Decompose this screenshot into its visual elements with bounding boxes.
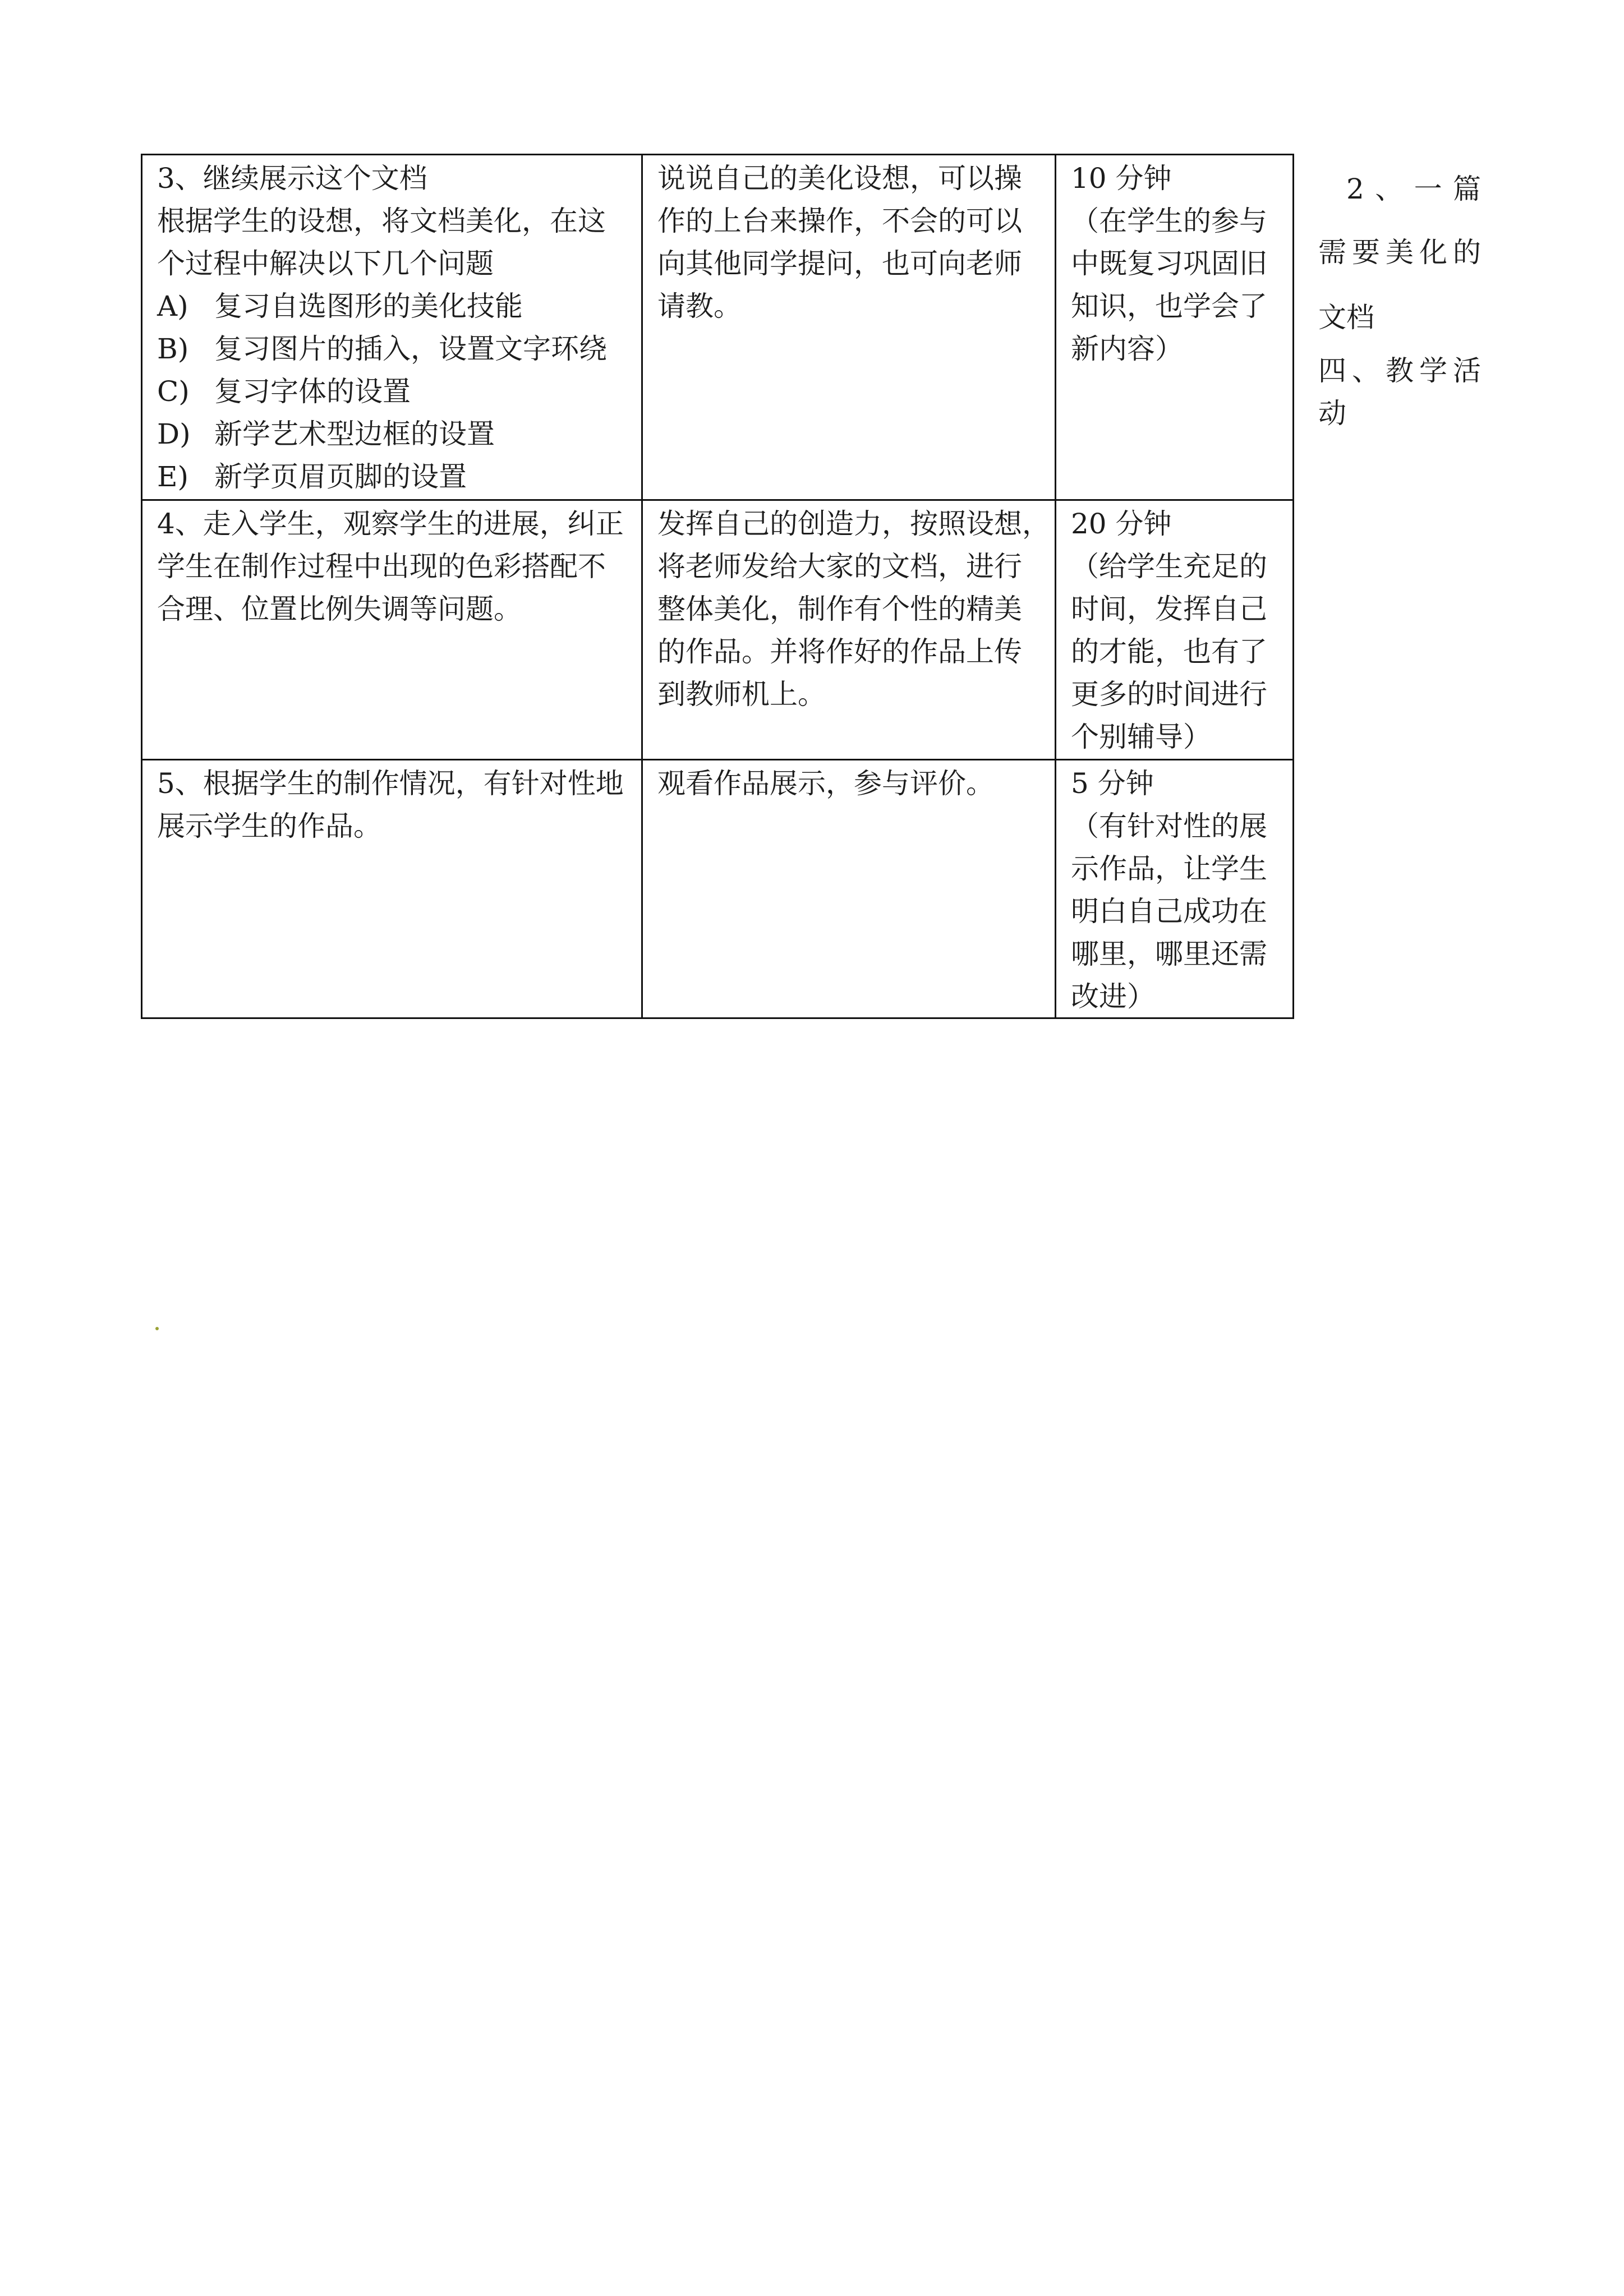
- table-cell-row3-col3: [1056, 760, 1294, 1019]
- cell-line: 的才能，也有了: [1071, 635, 1267, 668]
- list-item-label: B): [157, 333, 189, 365]
- list-item-text: 复习图片的插入，设置文字环绕: [214, 333, 607, 365]
- cell-line: （给学生充足的: [1071, 550, 1267, 583]
- cell-line: 20 分钟: [1071, 508, 1172, 540]
- side-text-line: 文档: [1318, 301, 1374, 334]
- cell-line: 中既复习巩固旧: [1071, 247, 1267, 280]
- side-text-line: 2、一篇: [1346, 173, 1481, 205]
- cell-line: 学生在制作过程中出现的色彩搭配不: [157, 550, 606, 583]
- cell-line: 3、继续展示这个文档: [157, 162, 427, 195]
- cell-line: 知识，也学会了: [1071, 290, 1267, 322]
- cell-line: 示作品，让学生: [1071, 852, 1267, 885]
- cell-line: 5、根据学生的制作情况，有针对性地: [157, 767, 624, 800]
- cell-line: 根据学生的设想，将文档美化，在这: [157, 205, 606, 237]
- cell-line: 合理、位置比例失调等问题。: [157, 593, 522, 625]
- list-item: [157, 370, 639, 413]
- cell-line: 明白自己成功在: [1071, 895, 1267, 928]
- list-item: [157, 285, 639, 328]
- cell-line: 到教师机上。: [657, 678, 826, 711]
- cell-line: 5 分钟: [1071, 767, 1154, 800]
- list-item-label: E): [157, 460, 189, 493]
- cell-line: 向其他同学提问，也可向老师: [657, 247, 1022, 280]
- table-cell-row3-col1: [142, 760, 643, 1019]
- cell-line: （在学生的参与: [1071, 205, 1267, 237]
- table-cell-row1-col2: [643, 155, 1056, 501]
- table-cell-row1-col3: [1056, 155, 1294, 501]
- cell-line: 时间，发挥自己: [1071, 593, 1267, 625]
- cell-line: 将老师发给大家的文档，进行: [657, 550, 1022, 583]
- cell-line: 4、走入学生，观察学生的进展，纠正: [157, 508, 624, 540]
- cell-line: 个别辅导）: [1071, 721, 1211, 753]
- table-cell-row2-col2: [643, 501, 1056, 760]
- list-item-text: 复习自选图形的美化技能: [214, 290, 523, 322]
- list-item-label: C): [157, 375, 190, 408]
- table-cell-row1-col1: [142, 155, 643, 501]
- cell-line: 展示学生的作品。: [157, 810, 381, 842]
- list-item-text: 复习字体的设置: [214, 375, 411, 408]
- side-text-line: 需要美化的: [1318, 236, 1481, 269]
- cell-line: 整体美化，制作有个性的精美: [657, 593, 1022, 625]
- cell-line: 的作品。并将作好的作品上传: [657, 635, 1022, 668]
- cell-line: 请教。: [657, 290, 742, 322]
- side-text-line: 动: [1318, 397, 1346, 430]
- cell-line: 说说自己的美化设想，可以操: [657, 162, 1022, 195]
- list-item-text: 新学页眉页脚的设置: [214, 460, 467, 493]
- lesson-table: [141, 154, 1294, 1019]
- cell-line: 10 分钟: [1071, 162, 1172, 195]
- cell-line: 个过程中解决以下几个问题: [157, 247, 494, 280]
- cell-line: （有针对性的展: [1071, 810, 1267, 842]
- list-item-text: 新学艺术型边框的设置: [214, 418, 495, 450]
- list-item: [157, 413, 639, 455]
- cell-line: 更多的时间进行: [1071, 678, 1267, 711]
- list-item-label: D): [157, 418, 191, 450]
- cell-line: 观看作品展示，参与评价。: [657, 767, 994, 800]
- stray-dot: [155, 1327, 159, 1330]
- table-cell-row2-col3: [1056, 501, 1294, 760]
- cell-line: 改进）: [1071, 980, 1155, 1013]
- cell-line: 发挥自己的创造力，按照设想，: [657, 508, 1050, 540]
- cell-line: 哪里，哪里还需: [1071, 938, 1267, 970]
- list-item: [157, 455, 639, 498]
- cell-line: 新内容）: [1071, 333, 1183, 365]
- side-text-line: 四、教学活: [1318, 354, 1481, 387]
- table-cell-row3-col2: [643, 760, 1056, 1019]
- list-item: [157, 328, 639, 370]
- table-cell-row2-col1: [142, 501, 643, 760]
- cell-line: 作的上台来操作，不会的可以: [657, 205, 1022, 237]
- list-item-label: A): [157, 290, 188, 322]
